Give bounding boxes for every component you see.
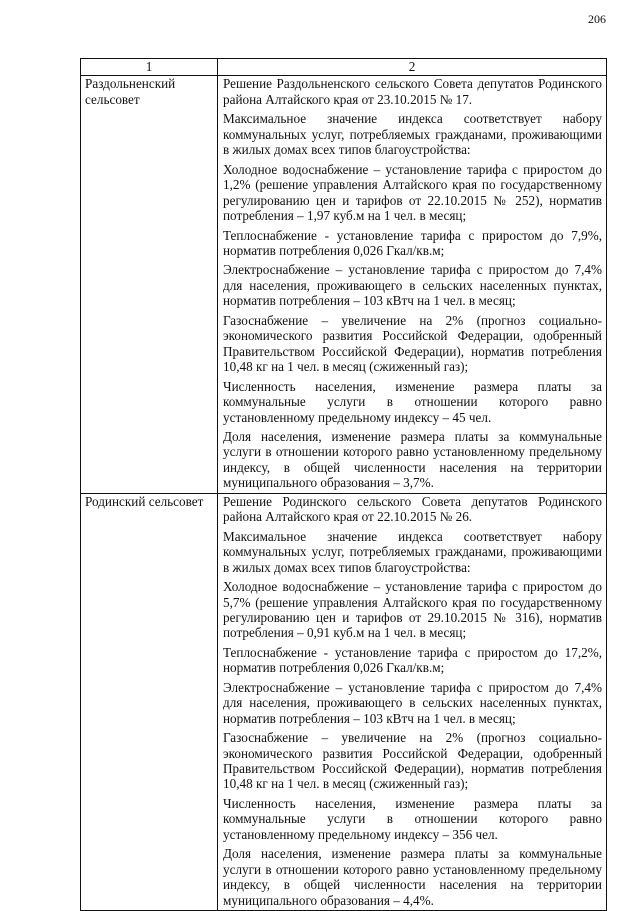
population-count-paragraph: Численность населения, изменение размера платы за коммунальные услуги в отношении которого равно установленному предельному индексу – 356 чел. — [223, 795, 602, 842]
index-paragraph: Максимальное значение индекса соответствует набору коммунальных услуг, потребляемых гражданами, проживающими в жилых домах всех типов благоустройства: — [223, 111, 602, 158]
heat-supply-paragraph: Теплоснабжение - установление тарифа с приростом до 17,2%, норматив потребления 0,026 Гкал/кв.м; — [223, 644, 602, 676]
header-row — [81, 59, 607, 76]
gas-supply-paragraph: Газоснабжение – увеличение на 2% (прогноз социально-экономического развития Российской Федерации, одобренный Правительством Российской Федерации), норматив потребления 10,48 кг на 1 чел. в месяц (сжиженный газ); — [223, 312, 602, 375]
index-paragraph: Максимальное значение индекса соответствует набору коммунальных услуг, потребляемых гражданами, проживающими в жилых домах всех типов благоустройства: — [223, 528, 602, 575]
municipality-cell: Родинский сельсовет — [81, 493, 218, 910]
decision-paragraph: Решение Родинского сельского Совета депутатов Родинского района Алтайского края от 22.10.2015 № 26. — [223, 493, 602, 525]
water-supply-paragraph: Холодное водоснабжение – установление тарифа с приростом до 5,7% (решение управления Алтайского края по государственному регулированию цен и тарифов от 29.10.2015 № 316), норматив потребления – 0,91 куб.м на 1 чел. в месяц; — [223, 579, 602, 641]
population-share-paragraph: Доля населения, изменение размера платы за коммунальные услуги в отношении которого равно установленному предельному индексу, в общей численности населения на территории муниципального образования – 4,4%. — [223, 846, 602, 908]
decision-paragraph: Решение Раздольненского сельского Совета депутатов Родинского района Алтайского края от 23.10.2015 № 17. — [223, 76, 602, 107]
column-header-1: 1 — [81, 59, 218, 76]
population-share-paragraph: Доля населения, изменение размера платы за коммунальные услуги в отношении которого равно установленному предельному индексу, в общей численности населения на территории муниципального образования – 3,7%. — [223, 428, 602, 491]
table-row — [81, 76, 607, 493]
table-row — [81, 493, 607, 910]
heat-supply-paragraph: Теплоснабжение - установление тарифа с приростом до 7,9%, норматив потребления 0,026 Гкал/кв.м; — [223, 227, 602, 258]
description-cell — [218, 493, 607, 910]
column-header-2: 2 — [218, 59, 607, 76]
electricity-paragraph: Электроснабжение – установление тарифа с приростом до 7,4% для населения, проживающего в сельских населенных пунктах, норматив потребления – 103 кВтч на 1 чел. в месяц; — [223, 679, 602, 726]
description-cell — [218, 76, 607, 493]
municipality-cell: Раздольненский сельсовет — [81, 76, 218, 493]
water-supply-paragraph: Холодное водоснабжение – установление тарифа с приростом до 1,2% (решение управления Алтайского края по государственному регулированию цен и тарифов от 22.10.2015 № 252), норматив потребления – 1,97 куб.м на 1 чел. в месяц; — [223, 161, 602, 224]
page-number: 206 — [588, 12, 606, 26]
population-count-paragraph: Численность населения, изменение размера платы за коммунальные услуги в отношении которого равно установленному предельному индексу – 45 чел. — [223, 378, 602, 425]
electricity-paragraph: Электроснабжение – установление тарифа с приростом до 7,4% для населения, проживающего в сельских населенных пунктах, норматив потребления – 103 кВтч на 1 чел. в месяц; — [223, 262, 602, 309]
index-table — [80, 58, 607, 911]
gas-supply-paragraph: Газоснабжение – увеличение на 2% (прогноз социально-экономического развития Российской Федерации, одобренный Правительством Российской Федерации), норматив потребления 10,48 кг на 1 чел. в месяц (сжиженный газ); — [223, 730, 602, 792]
